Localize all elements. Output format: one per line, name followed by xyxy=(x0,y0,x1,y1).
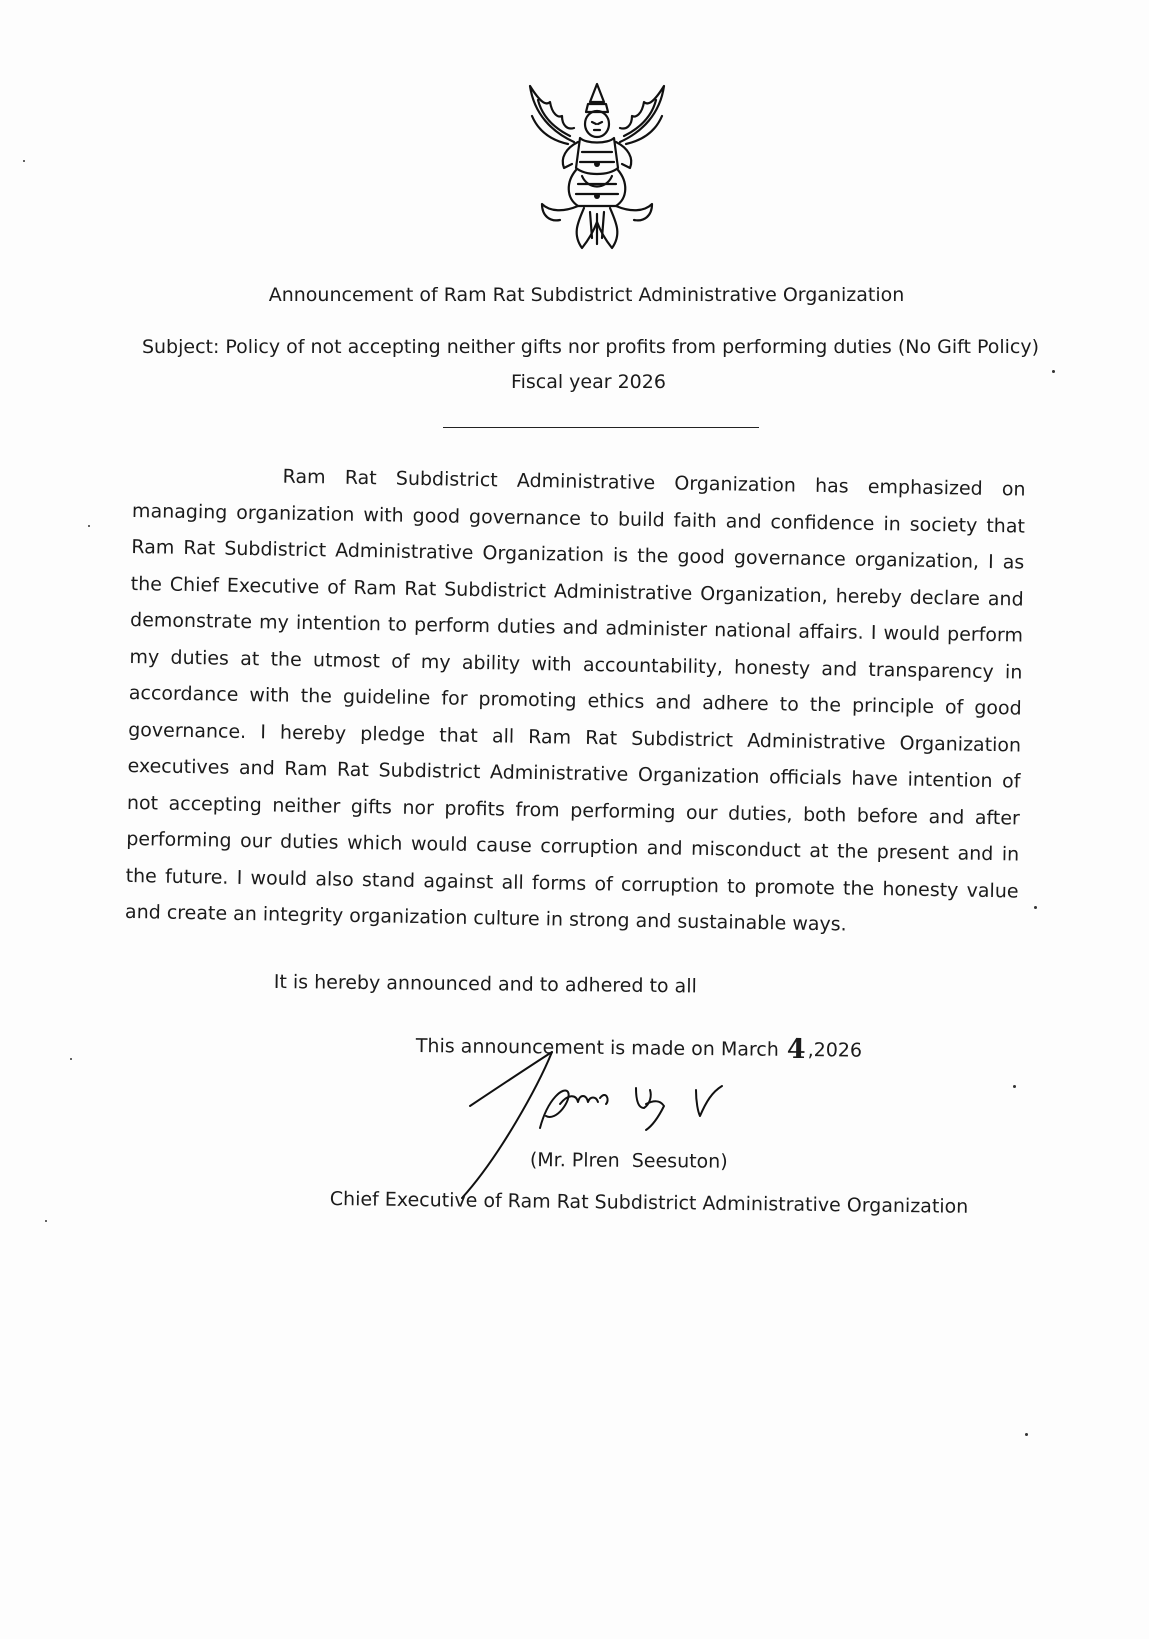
scan-speck xyxy=(88,525,90,527)
title-divider xyxy=(443,427,759,428)
garuda-emblem-icon xyxy=(512,72,682,262)
body-paragraph: Ram Rat Subdistrict Administrative Organization has emphasized on managing organization with good governance to build faith and confidence in society that Ram Rat Subdistrict Administrative Organization is the good governance organization, I as the Chief Executive of Ram Rat Subdistrict Administrative Organization, hereby declare and demonstrate my intention to perform duties and administer national affairs. I would perform my duties at the utmost of my ability with accountability, honesty and transparency in accordance with the guideline for promoting ethics and adhere to the principle of good governance. I hereby pledge that all Ram Rat Subdistrict Administrative Organization executives and Ram Rat Subdistrict Administrative Organization officials have intention of not accepting neither gifts nor profits from performing our duties, both before and after performing our duties which would cause corruption and misconduct at the present and in the future. I would also stand against all forms of corruption to promote the honesty value and create an integrity organization culture in strong and sustainable ways. xyxy=(124,465,1026,936)
date-prefix: This announcement is made on March xyxy=(415,1035,785,1061)
scan-speck xyxy=(1052,370,1055,373)
scan-speck xyxy=(1013,1085,1016,1088)
announcement-title: Announcement of Ram Rat Subdistrict Administrative Organization xyxy=(268,284,905,306)
signer-name: (Mr. Plren Seesuton) xyxy=(529,1149,728,1173)
date-day: 4 xyxy=(786,1033,806,1066)
fiscal-year: Fiscal year 2026 xyxy=(511,371,666,393)
announcement-subject: Subject: Policy of not accepting neither gifts nor profits from performing duties (No Gift Policy) xyxy=(141,336,1040,358)
scan-speck xyxy=(70,1058,72,1060)
scan-speck xyxy=(45,1220,47,1222)
handwritten-signature xyxy=(460,1046,760,1206)
scan-speck xyxy=(1025,1433,1028,1436)
signer-title: Chief Executive of Ram Rat Subdistrict Administrative Organization xyxy=(329,1187,969,1218)
closing-statement: It is hereby announced and to adhered to all xyxy=(273,970,697,998)
announcement-body xyxy=(125,456,1026,946)
date-suffix: ,2026 xyxy=(807,1039,863,1062)
scan-speck xyxy=(23,160,25,162)
scan-speck xyxy=(1034,906,1037,909)
